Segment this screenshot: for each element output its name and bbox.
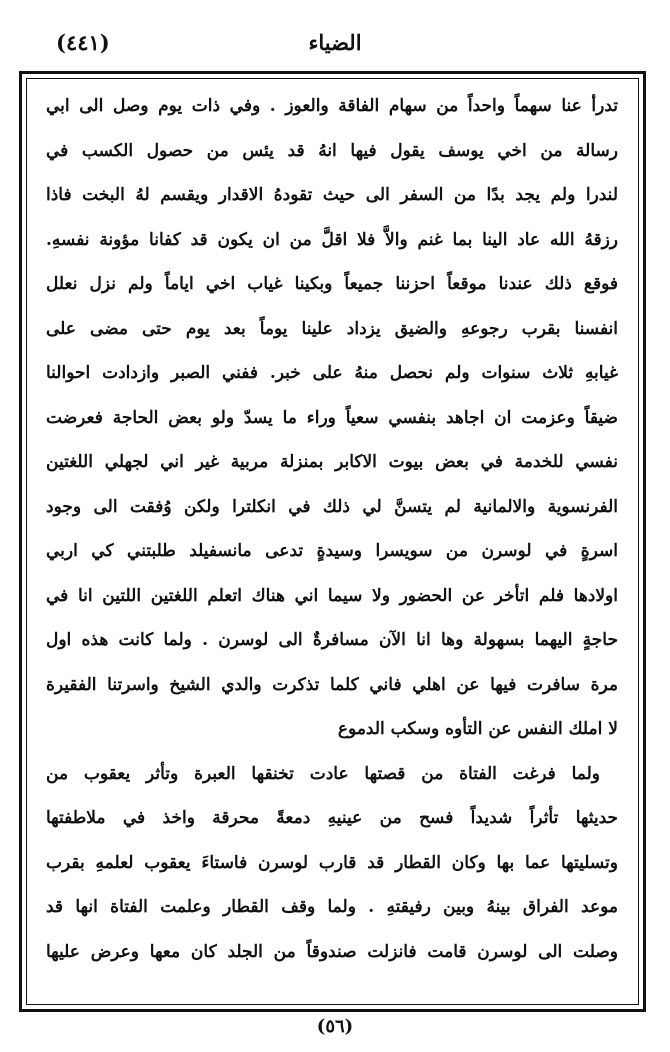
text-line: موعد الفراق بينهُ وبين رفيقتهِ . ولما وقف القطار وعلمت الفتاة انها قد	[46, 897, 618, 917]
text-line: وتسليتها عما بها وكان القطار قد قارب لوسرن فاستاءَ يعقوب لعلمهِ بقرب	[46, 852, 618, 873]
text-line: وصلت الى لوسرن قامت فانزلت صندوقاً من الجلد كان معها وعرض عليها	[46, 941, 618, 962]
text-line: لندرا ولم يجد بدًا من السفر الى حيث تقودهُ الاقدار ويقسم لهُ البخت فاذا	[46, 185, 618, 205]
header-page-number: (٤٤١)	[56, 30, 110, 55]
text-line: الفرنسوية والالمانية لم يتسنَّ لي ذلك في انكلترا ولكن وُفقت الى وجود	[46, 496, 618, 517]
page-header	[40, 28, 630, 64]
text-line: مرة سافرت فيها عن اهلي فاني كلما تذكرت والدي الشيخ واسرتنا الفقيرة	[46, 674, 618, 695]
text-line: اولادها فلم اتأخر عن الحضور ولا سيما اني هناك اتعلم اللغتين اللتين انا في	[46, 585, 618, 606]
text-line: غيابهِ ثلاث سنوات ولم نحصل منهُ على خبر. ففني الصبر وازدادت احوالنا	[46, 363, 618, 383]
text-line: نفسي للخدمة في بعض بيوت الاكابر بمنزلة مربية غير اني لجهلي اللغتين	[46, 452, 618, 472]
text-line: ضيقاً وعزمت ان اجاهد بنفسي سعياً وراء ما يسدّ ولو بعض الحاجة فعرضت	[46, 407, 618, 428]
text-line: حاجةٍ اليهما بسهولة وها انا الآن مسافرةٌ الى لوسرن . ولما كانت هذه اول	[46, 630, 618, 650]
text-line: اسرةٍ في لوسرن من سويسرا وسيدةٍ تدعى مانسفيلد طلبتني كي اربي	[46, 541, 618, 561]
paragraph-end-line: لا املك النفس عن التأوه وسكب الدموع	[337, 719, 618, 739]
text-body	[46, 84, 618, 974]
text-line: حديثها تأثراً شديداً فسح من عينيهِ دمعةً محرقة واخذ في ملاطفتها	[46, 808, 618, 828]
journal-title: الضياء	[308, 30, 362, 55]
text-line: فوقع ذلك عندنا موقعاً احزننا جميعاً وبكينا غياب اخي اياماً ولم نزل نعلل	[46, 274, 618, 294]
text-line: رسالة من اخي يوسف يقول فيها انهُ قد يئس من حصول الكسب في	[46, 140, 618, 161]
footer-page-number: (٥٦)	[316, 1016, 354, 1037]
text-line: رزقهُ الله عاد الينا بما غنم والاَّ فلا اقلَّ من ان يكون قد كفانا مؤونة نفسهِ.	[46, 229, 618, 250]
text-line: انفسنا بقرب رجوعهِ والضيق يزداد علينا يوماً بعد يوم حتى مضى على	[46, 318, 618, 339]
paragraph-start-line: ولما فرغت الفتاة من قصتها عادت تخنقها العبرة وتأثر يعقوب من	[46, 763, 600, 784]
text-line: تدرأ عنا سهماً واحداً من سهام الفاقة والعوز . وفي ذات يوم وصل الى ابي	[46, 96, 618, 116]
